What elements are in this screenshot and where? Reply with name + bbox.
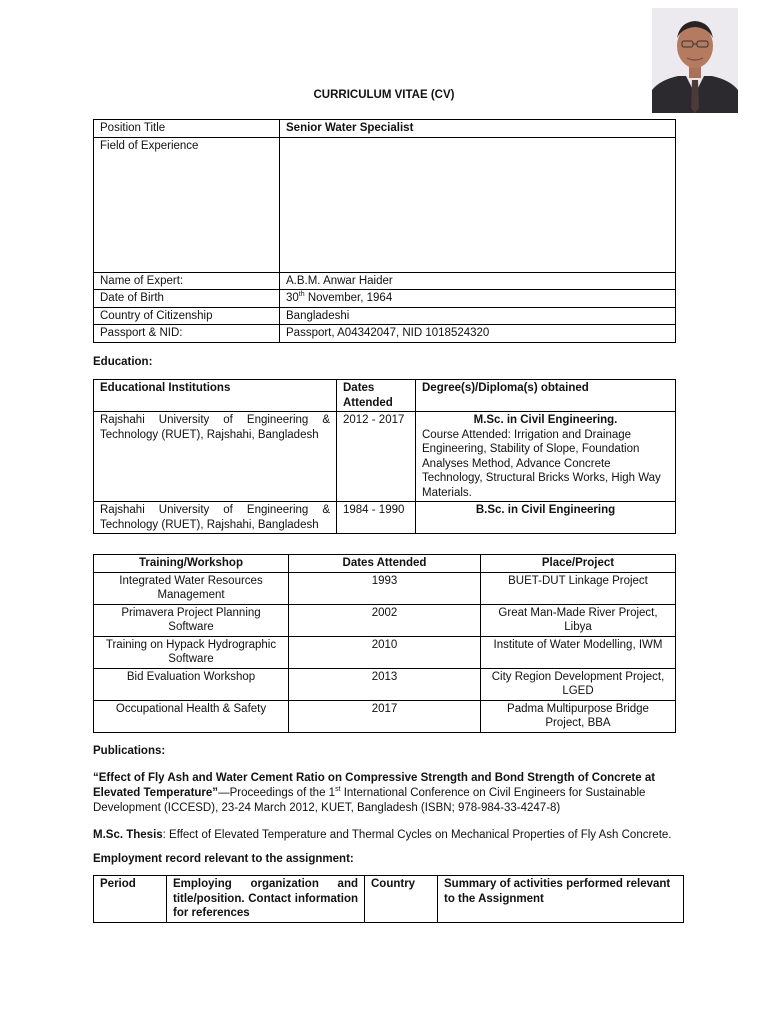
name-label: Name of Expert: bbox=[94, 272, 280, 290]
citizenship-value: Bangladeshi bbox=[280, 307, 676, 325]
citizenship-label: Country of Citizenship bbox=[94, 307, 280, 325]
publications-heading: Publications: bbox=[93, 745, 166, 757]
table-row bbox=[94, 307, 676, 325]
training-place: Padma Multipurpose Bridge Project, BBA bbox=[481, 700, 676, 732]
employment-header-organization bbox=[167, 876, 365, 923]
dob-day: 30 bbox=[286, 292, 299, 304]
thesis-entry bbox=[93, 828, 683, 843]
profile-table bbox=[93, 119, 676, 343]
dob-suffix: th bbox=[298, 291, 305, 299]
dob-rest: November, 1964 bbox=[304, 292, 393, 304]
table-row bbox=[94, 120, 676, 138]
table-row bbox=[94, 412, 676, 502]
training-place: Institute of Water Modelling, IWM bbox=[481, 636, 676, 668]
education-header-degree: Degree(s)/Diploma(s) obtained bbox=[416, 380, 676, 412]
education-degree bbox=[416, 412, 676, 502]
passport-label: Passport & NID: bbox=[94, 325, 280, 343]
organization-line: title/position. Contact information bbox=[173, 892, 358, 905]
education-degree bbox=[416, 502, 676, 534]
cv-title: CURRICULUM VITAE (CV) bbox=[313, 89, 455, 101]
degree-name: B.Sc. in Civil Engineering bbox=[475, 504, 616, 516]
dob-value bbox=[280, 290, 676, 308]
position-title-value: Senior Water Specialist bbox=[280, 120, 676, 138]
employment-header-country: Country bbox=[365, 876, 438, 923]
table-row bbox=[94, 604, 676, 636]
publication-entry bbox=[93, 771, 683, 816]
table-row bbox=[94, 572, 676, 604]
table-row bbox=[94, 636, 676, 668]
organization-line: Employing organization and bbox=[173, 878, 358, 890]
training-place: BUET-DUT Linkage Project bbox=[481, 572, 676, 604]
field-of-experience-label: Field of Experience bbox=[94, 137, 280, 272]
employment-heading: Employment record relevant to the assignment: bbox=[93, 853, 354, 865]
position-title-label: Position Title bbox=[94, 120, 280, 138]
training-place: City Region Development Project, LGED bbox=[481, 668, 676, 700]
table-row bbox=[94, 290, 676, 308]
thesis-label: M.Sc. Thesis bbox=[93, 829, 163, 841]
passport-value: Passport, A04342047, NID 1018524320 bbox=[280, 325, 676, 343]
degree-details: Course Attended: Irrigation and Drainage Engineering, Stability of Slope, Foundation Analyses Method, Advance Concrete Technology, Structural Bricks Works, High Way Materials. bbox=[422, 428, 661, 499]
employment-table bbox=[93, 875, 684, 923]
education-dates: 2012 - 2017 bbox=[337, 412, 416, 502]
table-row bbox=[94, 380, 676, 412]
training-name: Bid Evaluation Workshop bbox=[94, 668, 289, 700]
training-place: Great Man-Made River Project, Libya bbox=[481, 604, 676, 636]
organization-line: for references bbox=[173, 907, 250, 919]
training-header-training: Training/Workshop bbox=[94, 555, 289, 573]
table-row bbox=[94, 700, 676, 732]
training-name: Occupational Health & Safety bbox=[94, 700, 289, 732]
education-institution bbox=[94, 502, 337, 534]
training-dates: 2010 bbox=[289, 636, 481, 668]
education-dates: 1984 - 1990 bbox=[337, 502, 416, 534]
training-header-dates: Dates Attended bbox=[289, 555, 481, 573]
education-heading: Education: bbox=[93, 356, 153, 368]
publication-proceedings-end: International Conference on Civil Engineers for Sustainable Development (ICCESD), 23-24 March 2012, KUET, Bangladesh (ISBN; 978-984-33-4247-8) bbox=[93, 787, 646, 814]
education-table bbox=[93, 379, 676, 534]
education-header-institution: Educational Institutions bbox=[94, 380, 337, 412]
table-row bbox=[94, 137, 676, 272]
employment-header-period: Period bbox=[94, 876, 167, 923]
training-header-place: Place/Project bbox=[481, 555, 676, 573]
field-of-experience-value bbox=[280, 137, 676, 272]
table-row bbox=[94, 502, 676, 534]
training-name: Training on Hypack Hydrographic Software bbox=[94, 636, 289, 668]
table-row bbox=[94, 668, 676, 700]
table-row bbox=[94, 325, 676, 343]
publication-proceedings-sup: st bbox=[335, 786, 341, 794]
institution-line: Rajshahi University of Engineering & bbox=[100, 414, 330, 426]
degree-name: M.Sc. in Civil Engineering. bbox=[473, 414, 618, 426]
education-header-dates: Dates Attended bbox=[337, 380, 416, 412]
name-value: A.B.M. Anwar Haider bbox=[280, 272, 676, 290]
institution-line: Technology (RUET), Rajshahi, Bangladesh bbox=[100, 518, 319, 531]
employment-header-summary: Summary of activities performed relevant to the Assignment bbox=[438, 876, 684, 923]
education-institution bbox=[94, 412, 337, 502]
institution-line: Rajshahi University of Engineering & bbox=[100, 504, 330, 516]
dob-label: Date of Birth bbox=[94, 290, 280, 308]
table-row bbox=[94, 272, 676, 290]
training-name: Integrated Water Resources Management bbox=[94, 572, 289, 604]
training-dates: 2017 bbox=[289, 700, 481, 732]
training-name: Primavera Project Planning Software bbox=[94, 604, 289, 636]
training-dates: 2013 bbox=[289, 668, 481, 700]
publication-proceedings-start: —Proceedings of the 1 bbox=[218, 787, 336, 799]
training-table bbox=[93, 554, 676, 733]
thesis-text: : Effect of Elevated Temperature and Thermal Cycles on Mechanical Properties of Fly Ash Concrete. bbox=[162, 829, 672, 841]
table-row bbox=[94, 876, 684, 923]
institution-line: Technology (RUET), Rajshahi, Bangladesh bbox=[100, 428, 319, 441]
table-row bbox=[94, 555, 676, 573]
publication-title: “Effect of Fly Ash and Water Cement Ratio on Compressive Strength and Bond Strength of Concrete at Elevated Temperature” bbox=[93, 772, 656, 799]
training-dates: 1993 bbox=[289, 572, 481, 604]
training-dates: 2002 bbox=[289, 604, 481, 636]
